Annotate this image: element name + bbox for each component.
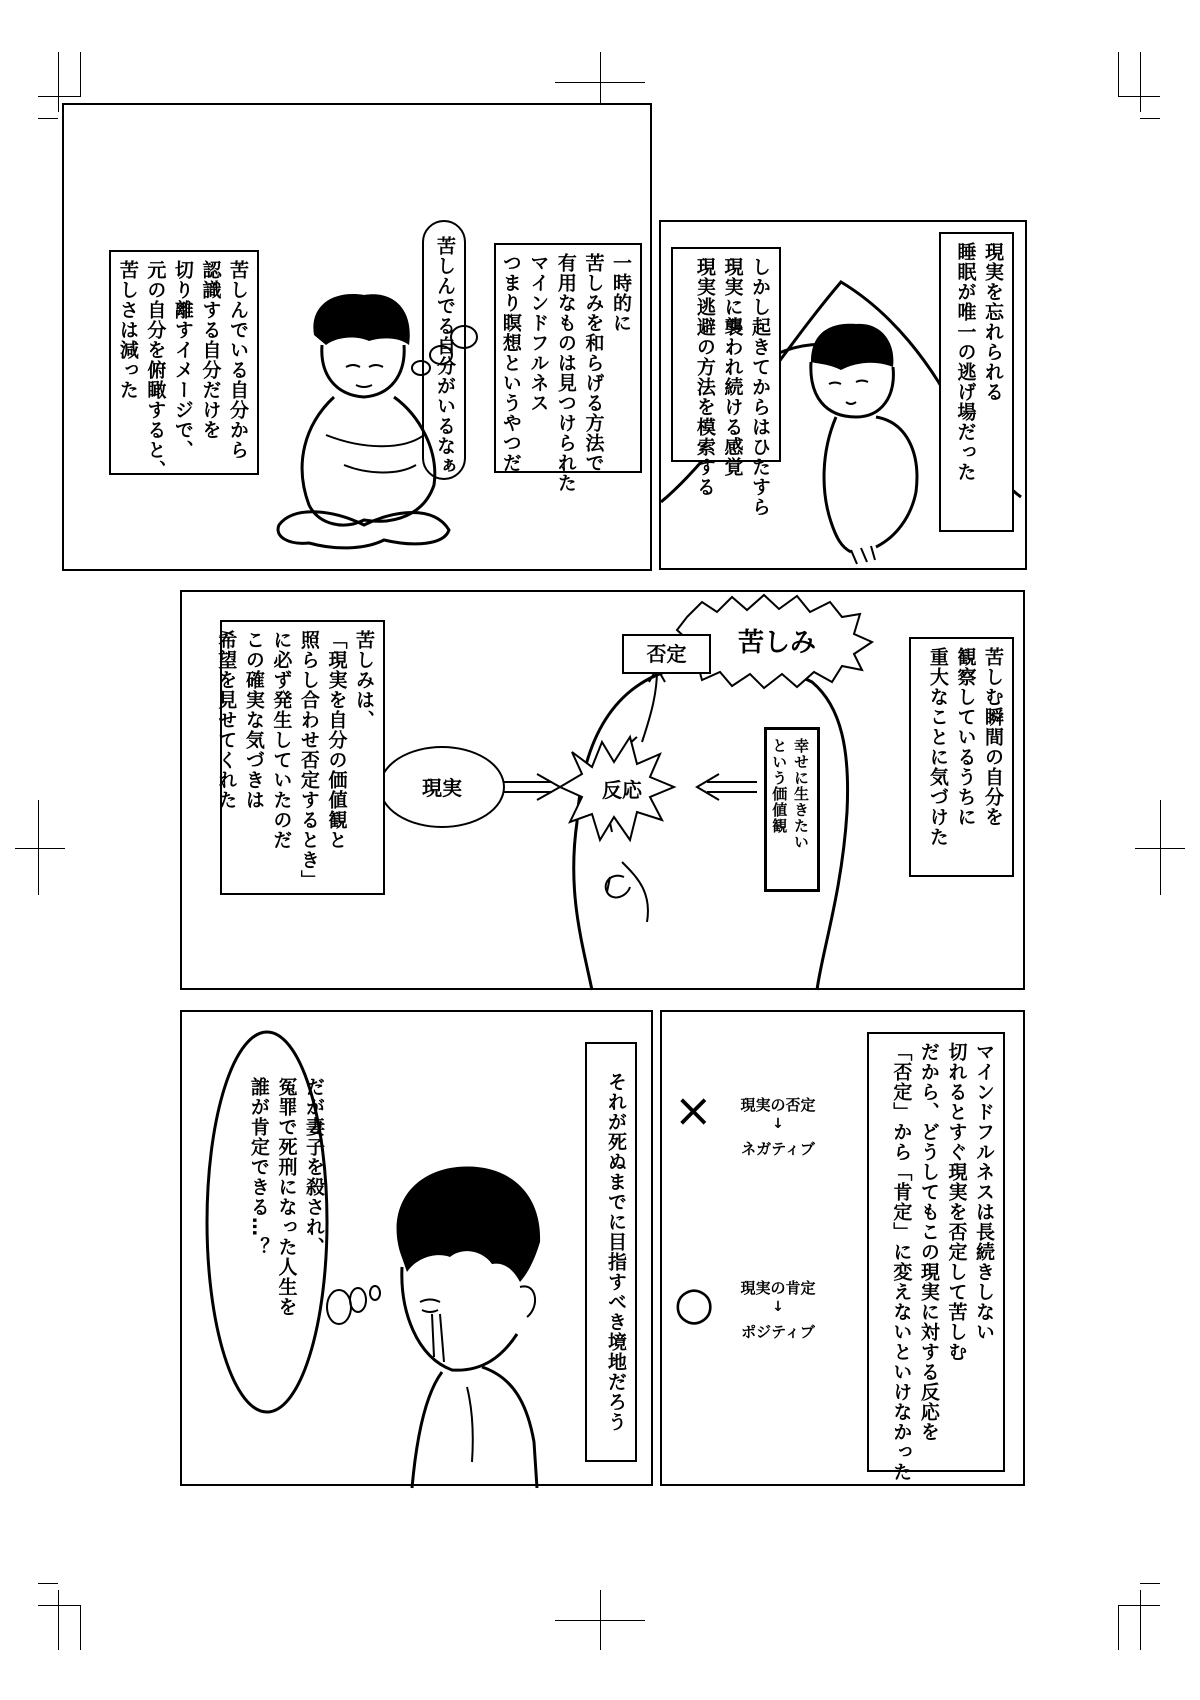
panel-mind-diagram [180,590,1025,990]
x-mark-icon: × [674,1083,713,1137]
panel-crying-man [180,1010,653,1486]
positive-text: ポジティブ [741,1323,815,1341]
o-mark-icon: ○ [674,1276,715,1330]
affirmation-text: 現実の肯定 [740,1279,816,1297]
narration-box: 一時的に 苦しみを和らげる方法で 有用なものは見つけられた マインドフルネス つまり瞑想というやつだ [494,243,642,473]
narration-box: 苦しんでいる自分から 認識する自分だけを 切り離すイメージで、 元の自分を俯瞰すると、 苦しさは減った [109,250,259,475]
panel-denial-vs-affirmation [660,1010,1025,1486]
denial-text: 現実の否定 [740,1096,816,1114]
down-arrow-icon: ↓ [772,1299,784,1315]
narration-box: 苦しむ瞬間の自分を 観察しているうちに 重大なことに気づけた [909,637,1014,877]
reality-label: 現実 [422,776,462,800]
denial-label: 否定 [622,634,711,674]
down-arrow-icon: ↓ [772,1116,784,1132]
negative-text: ネガティブ [741,1140,815,1158]
panel-meditation [62,103,652,571]
suffering-label: 苦しみ [737,628,816,658]
reaction-label: 反応 [602,778,642,802]
thought-bubble: だが妻子を殺され、 冤罪で死刑になった人生を 誰が肯定できる…？ [247,1077,325,1317]
narration-box: マインドフルネスは長続きしない 切れるとすぐ現実を否定して苦しむ だから、どうしてもこの現実に対する反応を 「否定」から「肯定」に変えないといけなかった [867,1032,1005,1472]
values-label: 幸せに生きたい という価値観 [764,727,820,892]
thought-bubble: 苦しんでる自分がいるなぁ [422,220,466,480]
panel-sleep [659,220,1027,570]
narration-box: それが死ぬまでに目指すべき境地だろう [585,1042,637,1462]
narration-box: しかし起きてからはひたすら 現実に襲われ続ける感覚 現実逃避の方法を模索する [671,247,781,462]
narration-box: 苦しみは、 「現実を自分の価値観と 照らし合わせ否定するとき」 に必ず発生していたのだ この確実な気づきは 希望を見せてくれた [220,620,385,895]
narration-box: 現実を忘れられる 睡眠が唯一の逃げ場だった [939,232,1014,532]
